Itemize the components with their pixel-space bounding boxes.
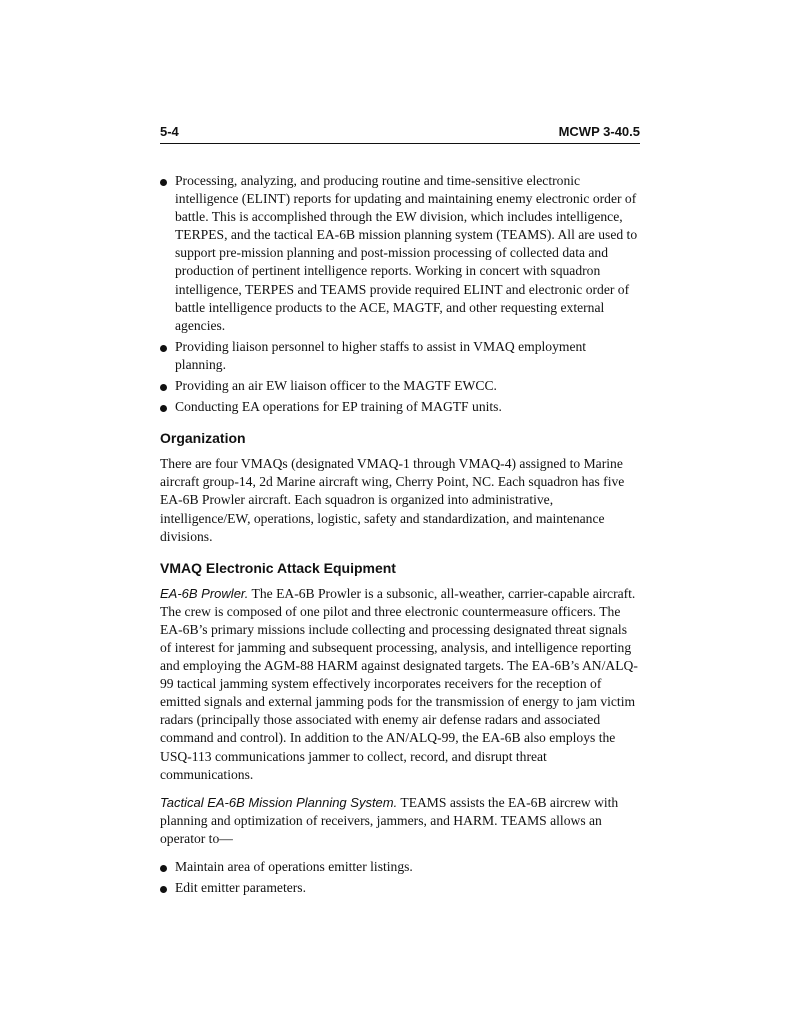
list-item bbox=[160, 879, 640, 897]
list-item bbox=[160, 377, 640, 395]
bullet-icon bbox=[160, 179, 167, 186]
bullet-text: Providing an air EW liaison officer to the MAGTF EWCC. bbox=[175, 378, 497, 394]
prowler-run-in-title: EA-6B Prowler. bbox=[160, 585, 249, 601]
teams-run-in-title: Tactical EA-6B Mission Planning System. bbox=[160, 794, 398, 810]
teams-text: TEAMS assists the EA-6B aircrew with planning and optimization of receivers, jammers, and HARM. TEAMS allows an operator to— bbox=[160, 794, 619, 846]
prowler-text: The EA-6B Prowler is a subsonic, all-weather, carrier-capable aircraft. The crew is composed of one pilot and three electronic countermeasure officers. The EA-6B’s primary missions include collecting and processing designated threat signals of interest for jamming and subsequent processing, analysis, and intelligence reporting and employing the AGM-88 HARM against designated targets. The EA-6B’s AN/ALQ-99 tactical jamming system effectively incorporates receivers for the reception of emitted signals and external jamming pods for the transmission of energy to jam victim radars (principally those associated with enemy air defense radars and associated command and control). In addition to the AN/ALQ-99, the EA-6B also employs the USQ-113 communications jammer to collect, record, and disrupt threat communications. bbox=[160, 585, 638, 782]
bullet-text: Providing liaison personnel to higher staffs to assist in VMAQ employment planning. bbox=[175, 338, 587, 372]
document-id: MCWP 3-40.5 bbox=[558, 124, 640, 139]
intro-bullet-list bbox=[160, 172, 640, 416]
organization-heading: Organization bbox=[160, 430, 246, 447]
header-divider bbox=[160, 143, 640, 144]
bullet-text: Maintain area of operations emitter listings. bbox=[175, 859, 413, 874]
bullet-text: Conducting EA operations for EP training of MAGTF units. bbox=[175, 399, 502, 415]
list-item bbox=[160, 858, 640, 876]
page-header bbox=[160, 124, 640, 144]
bullet-text: Processing, analyzing, and producing routine and time-sensitive electronic intelligence (ELINT) reports for updating and maintaining enemy electronic order of battle. This is accomplished through the EW division, which includes intelligence, TERPES, and the tactical EA-6B mission planning system (TEAMS). All are used to support pre-mission planning and post-mission processing of collected data and production of pertinent intelligence reports. Working in concert with squadron intelligence, TERPES and TEAMS provide required ELINT and electronic order of battle intelligence products to the ACE, MAGTF, and other requesting external agencies. bbox=[175, 173, 638, 333]
page-number: 5-4 bbox=[160, 124, 179, 139]
equipment-heading: VMAQ Electronic Attack Equipment bbox=[160, 559, 396, 576]
teams-paragraph bbox=[160, 794, 640, 848]
bullet-icon bbox=[160, 886, 167, 893]
list-item bbox=[160, 172, 640, 335]
bullet-icon bbox=[160, 384, 167, 391]
prowler-paragraph bbox=[160, 585, 640, 784]
bullet-icon bbox=[160, 405, 167, 412]
list-item bbox=[160, 398, 640, 416]
page-body bbox=[160, 172, 640, 900]
teams-bullet-list bbox=[160, 858, 640, 897]
bullet-icon bbox=[160, 865, 167, 872]
bullet-text: Edit emitter parameters. bbox=[175, 880, 306, 896]
list-item bbox=[160, 338, 640, 374]
organization-paragraph: There are four VMAQs (designated VMAQ-1 through VMAQ-4) assigned to Marine aircraft group-14, 2d Marine aircraft wing, Cherry Point, NC. Each squadron has five EA-6B Prowler aircraft. Each squadron is organized into administrative, intelligence/EW, operations, logistic, safety and standardization, and maintenance divisions. bbox=[160, 456, 625, 544]
bullet-icon bbox=[160, 345, 167, 352]
